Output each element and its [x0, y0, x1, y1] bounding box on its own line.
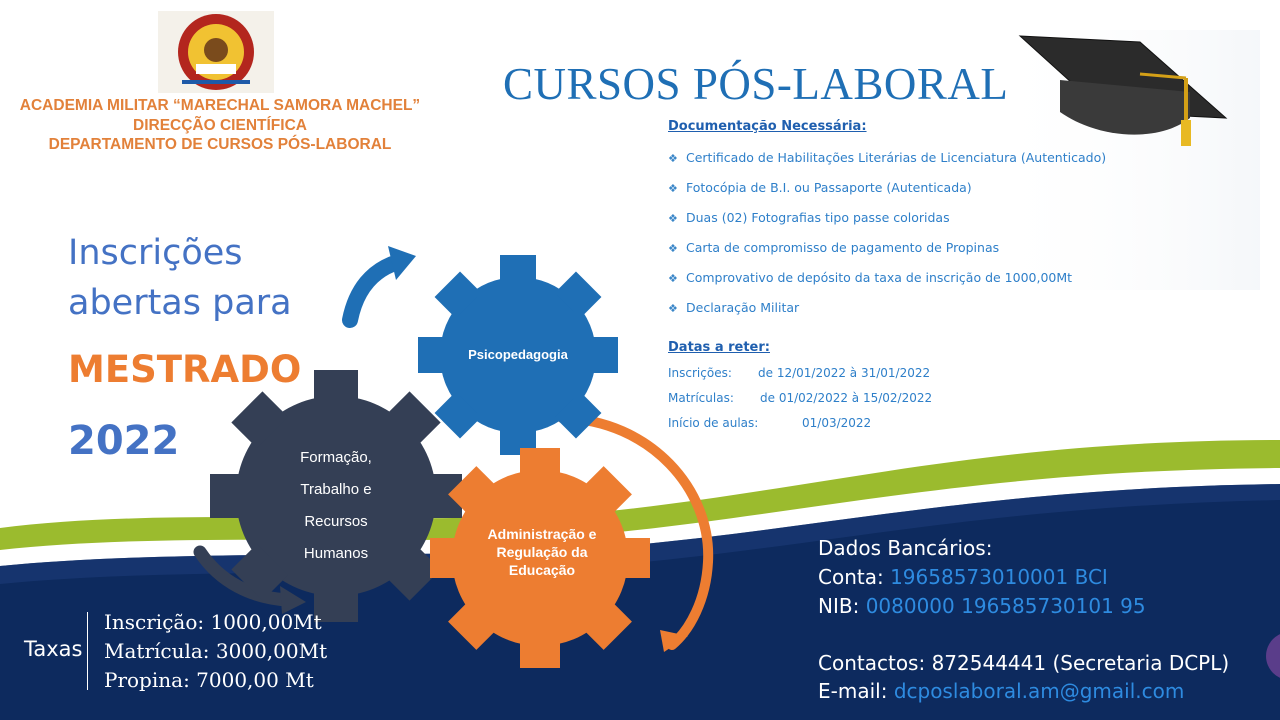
email-link[interactable]: dcposlaboral.am@gmail.com	[893, 679, 1185, 703]
promo-line1: Inscrições	[68, 233, 243, 273]
contacts-email: E-mail: dcposlaboral.am@gmail.com	[818, 679, 1185, 703]
dates-heading: Datas a reter:	[668, 340, 770, 355]
date-row-matriculas: Matrículas: de 01/02/2022 à 15/02/2022	[668, 391, 933, 405]
promo-program: MESTRADO	[68, 348, 302, 391]
fee-inscricao: Inscrição: 1000,00Mt	[104, 610, 322, 634]
diamond-bullet-icon: ❖	[668, 182, 678, 195]
date-row-inicio-aulas: Início de aulas: 01/03/2022	[668, 416, 872, 430]
diamond-bullet-icon: ❖	[668, 302, 678, 315]
documentation-item: ❖ Certificado de Habilitações Literárias de Licenciatura (Autenticado)	[668, 150, 1107, 165]
promo-year: 2022	[68, 418, 180, 464]
bank-nib: NIB: 0080000 196585730101 95	[818, 594, 1146, 618]
gear-label-psicopedagogia: Psicopedagogia	[468, 347, 568, 362]
page-title: CURSOS PÓS-LABORAL	[503, 59, 1009, 109]
academy-emblem-logo	[158, 11, 274, 93]
gear-label-formacao: Formação, Trabalho e Recursos Humanos	[300, 449, 372, 562]
date-row-inscricoes: Inscrições: de 12/01/2022 à 31/01/2022	[668, 366, 931, 380]
blue-curved-arrow	[350, 262, 398, 320]
diamond-bullet-icon: ❖	[668, 212, 678, 225]
fee-propina: Propina: 7000,00 Mt	[104, 668, 314, 692]
contacts-phone: Contactos: 872544441 (Secretaria DCPL)	[818, 651, 1230, 675]
fees-label: Taxas	[24, 637, 83, 661]
bank-heading: Dados Bancários:	[818, 536, 993, 560]
documentation-heading: Documentação Necessária:	[668, 119, 867, 134]
documentation-item: ❖ Fotocópia de B.I. ou Passaporte (Autenticada)	[668, 180, 972, 195]
bank-account: Conta: 19658573010001 BCI	[818, 565, 1108, 589]
diamond-bullet-icon: ❖	[668, 152, 678, 165]
org-directorate: DIRECÇÃO CIENTÍFICA	[133, 117, 307, 134]
documentation-item: ❖ Carta de compromisso de pagamento de Propinas	[668, 240, 1000, 255]
documentation-item: ❖ Declaração Militar	[668, 300, 800, 315]
org-name: ACADEMIA MILITAR “MARECHAL SAMORA MACHEL”	[19, 97, 421, 114]
documentation-item: ❖ Duas (02) Fotografias tipo passe coloridas	[668, 210, 950, 225]
diamond-bullet-icon: ❖	[668, 272, 678, 285]
fees-divider	[87, 612, 88, 690]
org-department: DEPARTAMENTO DE CURSOS PÓS-LABORAL	[48, 136, 392, 153]
gear-label-administracao: Administração e Regulação da Educação	[487, 526, 597, 578]
documentation-item: ❖ Comprovativo de depósito da taxa de inscrição de 1000,00Mt	[668, 270, 1073, 285]
promo-line2: abertas para	[68, 283, 292, 323]
fee-matricula: Matrícula: 3000,00Mt	[104, 639, 328, 663]
diamond-bullet-icon: ❖	[668, 242, 678, 255]
